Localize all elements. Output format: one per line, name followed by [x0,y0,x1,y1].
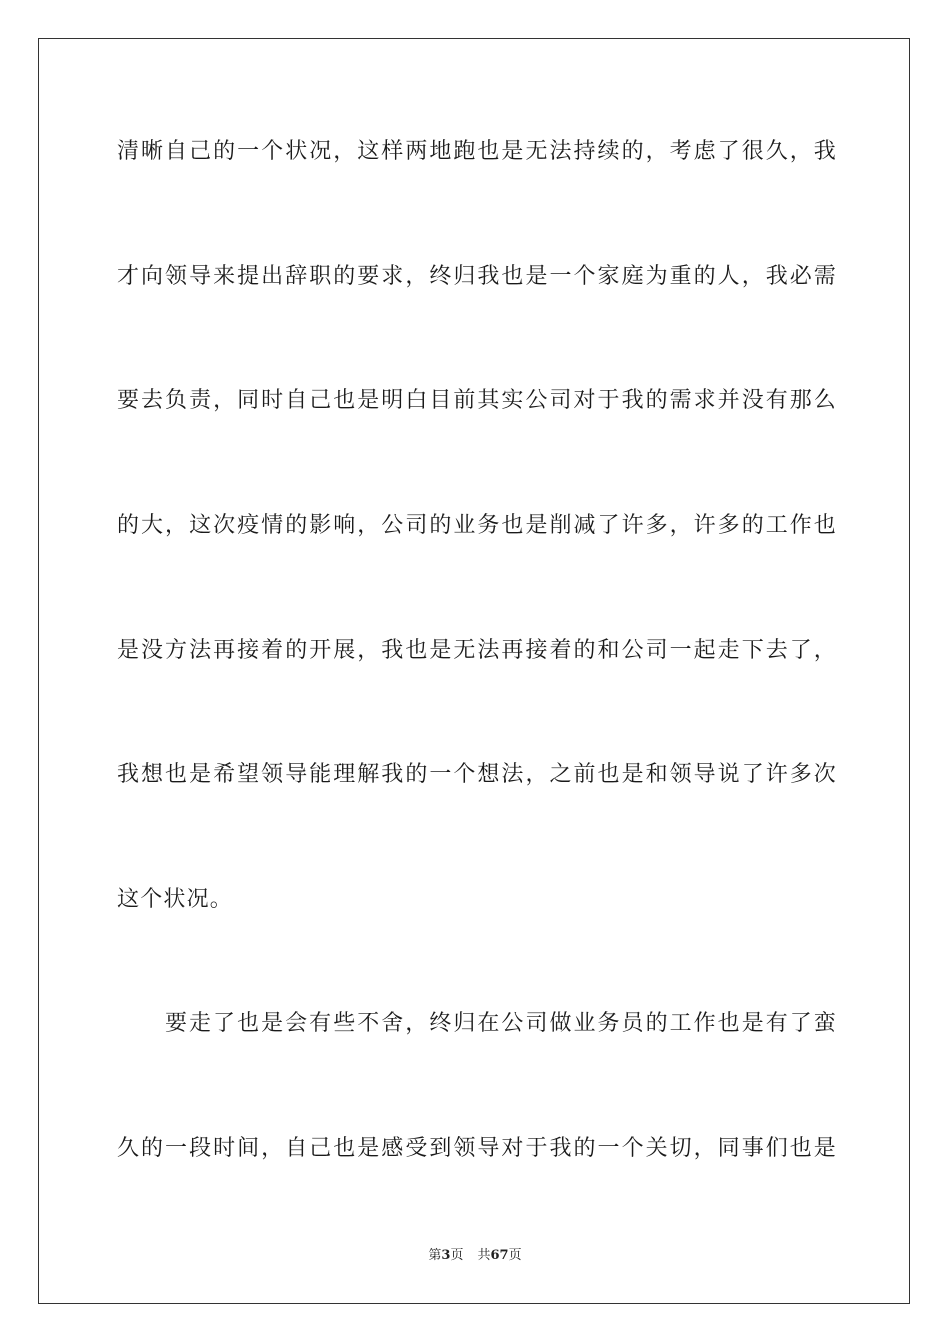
page-number: 3 [441,1248,451,1263]
paragraph-line: 这个状况。 [117,887,234,912]
total-pages: 67 [490,1248,509,1263]
paragraph-line: 才向领导来提出辞职的要求，终归我也是一个家庭为重的人，我必需 [117,264,837,289]
paragraph-line: 的大，这次疫情的影响，公司的业务也是削减了许多，许多的工作也 [117,513,837,538]
page-prefix: 第 [428,1248,442,1263]
page-border [38,38,910,1304]
paragraph-line: 我想也是希望领导能理解我的一个想法，之前也是和领导说了许多次 [117,762,837,787]
page-footer [0,1246,950,1266]
paragraph-line-indented: 要走了也是会有些不舍，终归在公司做业务员的工作也是有了蛮 [165,1011,837,1036]
total-suffix: 页 [508,1248,522,1263]
total-prefix: 共 [477,1248,491,1263]
paragraph-line: 是没方法再接着的开展，我也是无法再接着的和公司一起走下去了， [117,638,837,663]
paragraph-line: 久的一段时间，自己也是感受到领导对于我的一个关切，同事们也是 [117,1136,837,1161]
paragraph-line: 要去负责，同时自己也是明白目前其实公司对于我的需求并没有那么 [117,388,837,413]
paragraph-line: 清晰自己的一个状况，这样两地跑也是无法持续的，考虑了很久，我 [117,139,837,164]
page-suffix: 页 [450,1248,464,1263]
